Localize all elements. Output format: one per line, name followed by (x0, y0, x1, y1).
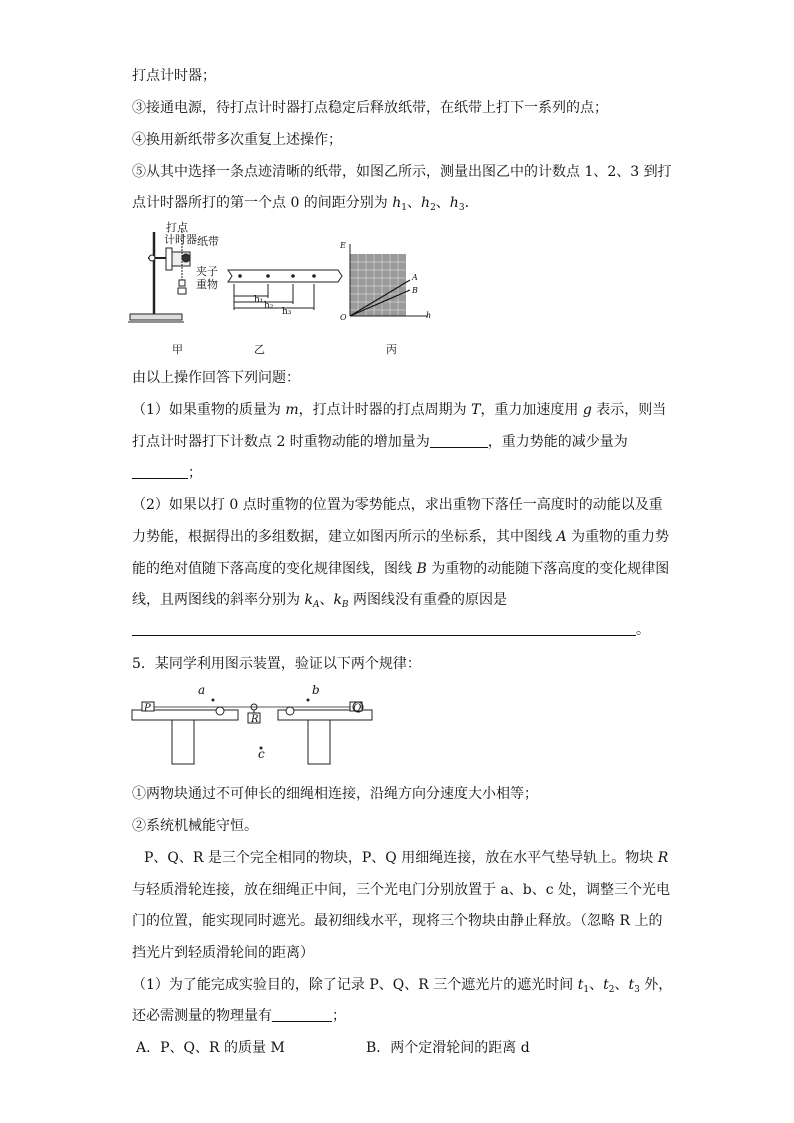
figure-yi-tape (228, 270, 342, 310)
question-2-line-2: 力势能，根据得出的多组数据，建立如图丙所示的坐标系，其中图线 A 为重物的重力势 (132, 529, 670, 545)
caption-bing: 丙 (386, 343, 397, 356)
text-line-1: 打点计时器； (132, 68, 216, 84)
question-1-end: ； (132, 463, 202, 483)
label-graph-B: B (412, 286, 418, 295)
label-Q: Q (353, 703, 362, 714)
label-c: c (258, 747, 265, 761)
label-a: a (198, 683, 206, 697)
description-1: P、Q、R 是三个完全相同的物块，P、Q 用细绳连接，放在水平气垫导轨上。物块 R (144, 850, 669, 866)
rule-1: ①两物块通过不可伸长的细绳相连接，沿绳方向分速度大小相等； (132, 786, 538, 802)
label-h3: h₃ (282, 307, 292, 317)
support-right (308, 720, 330, 764)
question-1-cont: 打点计时器打下计数点 2 时重物动能的增加量为 ，重力势能的减少量为 (132, 434, 628, 450)
question-5-1: （1）为了能完成实验目的，除了记录 P、Q、R 三个遮光片的遮光时间 $t_1$、$t_2$、$t_3$ 外， (132, 977, 673, 995)
description-3: 门的位置，能实现同时遮光。最初细线水平，现将三个物块由静止释放。（忽略 R 上的 (132, 913, 663, 929)
label-P: P (144, 703, 151, 714)
label-h2: h₂ (264, 301, 274, 311)
answer-blank-reason[interactable] (132, 621, 636, 636)
label-b: b (312, 683, 320, 697)
answer-blank-5-1[interactable] (272, 1007, 332, 1022)
option-B[interactable]: B．两个定滑轮间的距离 d (366, 1040, 530, 1056)
question-1: （1）如果重物的质量为 m，打点计时器的打点周期为 T，重力加速度用 g 表示，则当 (132, 402, 667, 418)
question-2: （2）如果以打 0 点时重物的位置为零势能点，求出重物下落任一高度时的动能以及重 (132, 497, 663, 513)
problem-5-title: 5．某同学利用图示装置，验证以下两个规律： (132, 656, 421, 672)
option-A[interactable]: A．P、Q、R 的质量 M (136, 1040, 285, 1056)
label-R: R (251, 714, 259, 725)
caption-jia: 甲 (172, 343, 183, 356)
text-step-3: ③接通电源，待打点计时器打点稳定后释放纸带，在纸带上打下一系列的点； (132, 100, 608, 116)
label-graph-A: A (412, 273, 418, 282)
label-timer: 打点 (166, 221, 188, 234)
text-step-5-cont: 点计时器所打的第一个点 0 的间距分别为 $h_1$、$h_2$、$h_3$. (132, 195, 470, 213)
question-2-line-4: 线，且两图线的斜率分别为 $k_A$、$k_B$ 两图线没有重叠的原因是 (132, 592, 507, 610)
text-step-5: ⑤从其中选择一条点迹清晰的纸带，如图乙所示，测量出图乙中的计数点 1、2、3 到打 (132, 164, 672, 180)
text-step-4: ④换用新纸带多次重复上述操作； (132, 132, 342, 148)
description-2: 与轻质滑轮连接，放在细绳正中间，三个光电门分别放置于 a、b、c 处，调整三个光电 (132, 882, 671, 898)
label-weight: 重物 (196, 278, 218, 291)
label-graph-O: O (340, 313, 347, 322)
pulley-left (216, 707, 224, 715)
question-2-answer: 。 (132, 620, 650, 640)
label-timer-2: 计时器 (164, 233, 197, 246)
label-graph-E: E (340, 241, 346, 250)
answer-blank-potential[interactable] (132, 464, 188, 479)
photogate-a (212, 699, 215, 702)
question-2-line-3: 能的绝对值随下落高度的变化规律图线，图线 B 为重物的动能随下落高度的变化规律图 (132, 561, 670, 577)
answer-blank-kinetic[interactable] (430, 433, 488, 448)
rule-2: ②系统机械能守恒。 (132, 818, 258, 834)
photogate-b (307, 699, 310, 702)
caption-yi: 乙 (254, 343, 265, 356)
label-graph-h: h (426, 311, 432, 320)
label-tape: 纸带 (197, 235, 219, 248)
pulley-right (286, 707, 294, 715)
question-5-1-cont: 还必需测量的物理量有 ； (132, 1008, 346, 1024)
label-clip: 夹子 (196, 265, 218, 278)
description-4: 挡光片到轻质滑轮间的距离） (132, 945, 314, 961)
support-left (172, 720, 194, 764)
label-h1: h₁ (254, 295, 264, 305)
text-questions-intro: 由以上操作回答下列问题： (132, 370, 300, 386)
